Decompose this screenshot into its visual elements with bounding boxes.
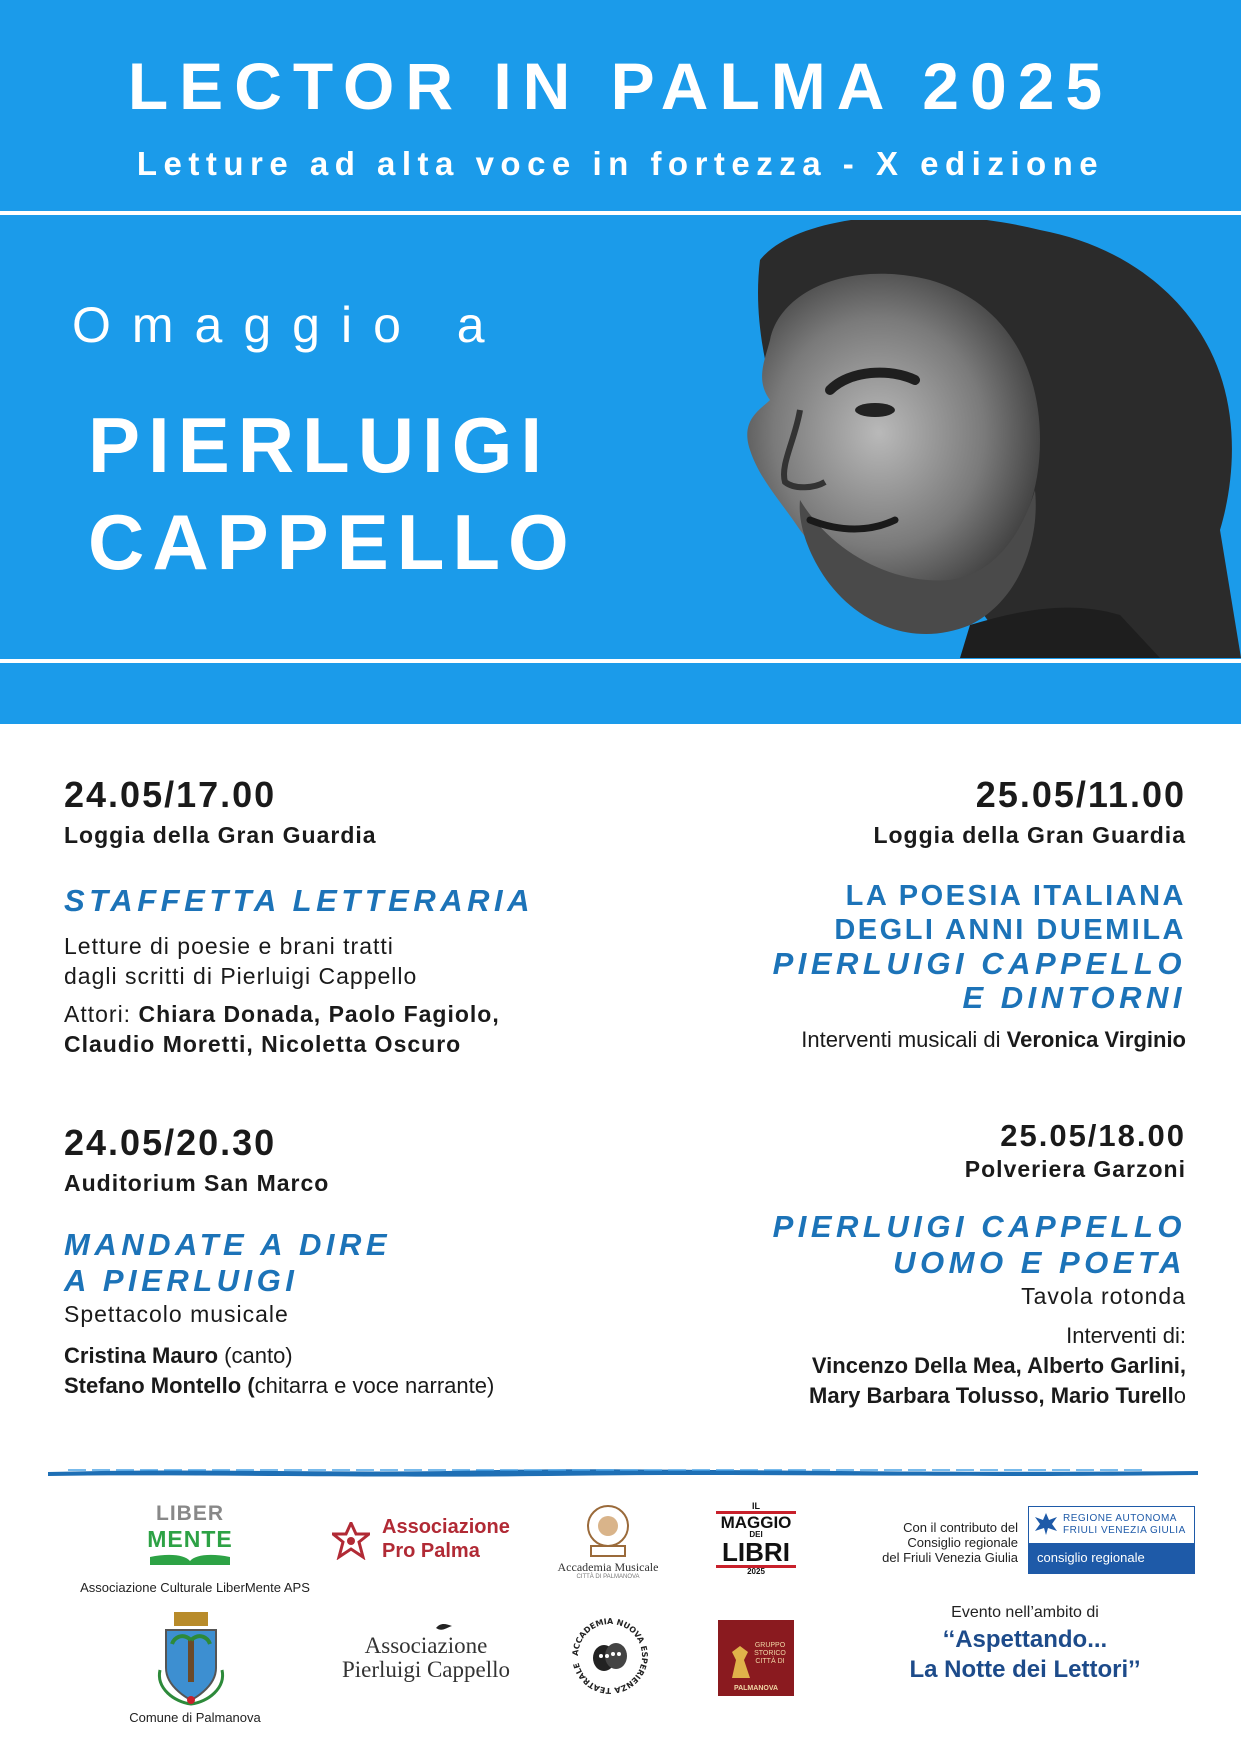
event-description: Tavola rotonda bbox=[1021, 1283, 1186, 1309]
event-3 bbox=[64, 1122, 624, 1401]
speakers-label: Interventi di: bbox=[1066, 1323, 1186, 1348]
event-venue: Loggia della Gran Guardia bbox=[873, 822, 1186, 848]
header-divider-top bbox=[0, 211, 1241, 215]
homage-label: Omaggio a bbox=[72, 297, 506, 353]
event-title-line: DEGLI ANNI DUEMILA bbox=[834, 914, 1186, 946]
event-title-line: E DINTORNI bbox=[962, 980, 1186, 1015]
actors-names: Claudio Moretti, Nicoletta Oscuro bbox=[64, 1031, 462, 1057]
pro-palma-logo: Associazione Pro Palma bbox=[332, 1516, 532, 1566]
performer-role: chitarra e voce narrante) bbox=[254, 1373, 495, 1398]
performer-name: Stefano Montello ( bbox=[64, 1373, 255, 1398]
accademia-musicale-logo: Accademia Musicale CITTÀ DI PALMANOVA bbox=[548, 1502, 668, 1582]
header-banner bbox=[0, 0, 1241, 724]
book-icon bbox=[140, 1553, 240, 1567]
contribution-note: Con il contributo del Consiglio regionale del Friuli Venezia Giulia bbox=[882, 1520, 1018, 1565]
palmanova-coat-of-arms bbox=[154, 1610, 228, 1706]
event-venue: Auditorium San Marco bbox=[64, 1170, 330, 1196]
speakers-names: Vincenzo Della Mea, Alberto Garlini, bbox=[811, 1353, 1186, 1378]
music-performer: Veronica Virginio bbox=[1006, 1027, 1186, 1052]
libermente-caption: Associazione Culturale LiberMente APS bbox=[80, 1580, 310, 1595]
associazione-pierluigi-cappello-logo: Associazione Pierluigi Cappello bbox=[336, 1634, 516, 1682]
event-description-line: dagli scritti di Pierluigi Cappello bbox=[64, 963, 418, 989]
eagle-icon bbox=[1033, 1511, 1059, 1537]
theatre-masks-icon bbox=[568, 1614, 652, 1698]
festival-title: LECTOR IN PALMA 2025 bbox=[127, 49, 1114, 123]
accademia-teatrale-logo bbox=[568, 1614, 652, 1698]
performer-role: (canto) bbox=[224, 1343, 293, 1368]
bird-icon bbox=[436, 1622, 452, 1632]
event-date: 24.05/20.30 bbox=[64, 1122, 277, 1163]
actors-label: Attori: bbox=[64, 1001, 132, 1027]
event-title-line: PIERLUIGI CAPPELLO bbox=[772, 946, 1186, 981]
maggio-dei-libri-logo: IL MAGGIO DEI LIBRI 2025 bbox=[716, 1502, 796, 1574]
svg-text:ACCADEMIA NUOVA ESPERIENZA TEA: ACCADEMIA NUOVA ESPERIENZA TEATRALE bbox=[570, 1616, 650, 1696]
libermente-logo: LIBER MENTE bbox=[140, 1502, 240, 1574]
lion-icon bbox=[581, 1502, 635, 1558]
brush-stroke-divider bbox=[48, 1464, 1198, 1480]
gruppo-storico-logo: GRUPPO STORICO CITTÀ DI PALMANOVA bbox=[718, 1620, 794, 1696]
event-date: 24.05/17.00 bbox=[64, 774, 277, 815]
event-2 bbox=[640, 774, 1186, 1055]
festival-subtitle: Letture ad alta voce in fortezza - X edizione bbox=[136, 145, 1105, 182]
event-venue: Loggia della Gran Guardia bbox=[64, 822, 377, 848]
honoree-last-name: CAPPELLO bbox=[88, 498, 577, 586]
music-label: Interventi musicali di bbox=[801, 1027, 1001, 1052]
star-fortress-icon bbox=[332, 1522, 370, 1560]
actors-names: Chiara Donada, Paolo Fagiolo, bbox=[138, 1001, 500, 1027]
event-title-line: UOMO E POETA bbox=[893, 1245, 1186, 1280]
comune-caption: Comune di Palmanova bbox=[129, 1710, 261, 1725]
event-title-line: A PIERLUIGI bbox=[64, 1263, 299, 1298]
honoree-first-name: PIERLUIGI bbox=[88, 401, 551, 489]
event-date: 25.05/18.00 bbox=[1000, 1118, 1186, 1153]
event-description: Spettacolo musicale bbox=[64, 1301, 289, 1327]
event-venue: Polveriera Garzoni bbox=[964, 1156, 1186, 1182]
event-date: 25.05/11.00 bbox=[975, 774, 1186, 815]
performer-name: Cristina Mauro bbox=[64, 1343, 219, 1368]
portrait-image bbox=[740, 220, 1241, 658]
event-4 bbox=[640, 1118, 1186, 1411]
speakers-names: Mary Barbara Tolusso, Mario Turell bbox=[809, 1383, 1174, 1408]
event-1 bbox=[64, 774, 624, 1059]
header-divider-bottom bbox=[0, 659, 1241, 663]
event-title: STAFFETTA LETTERARIA bbox=[64, 883, 534, 918]
event-title-line: PIERLUIGI CAPPELLO bbox=[772, 1209, 1186, 1244]
event-title-line: LA POESIA ITALIANA bbox=[845, 880, 1186, 912]
event-description-line: Letture di poesie e brani tratti bbox=[64, 933, 394, 959]
notte-dei-lettori-note: Evento nell’ambito di ‘‘Aspettando... La Notte dei Lettori’’ bbox=[909, 1604, 1141, 1683]
speakers-names-end: o bbox=[1173, 1383, 1186, 1408]
event-title-line: MANDATE A DIRE bbox=[64, 1227, 392, 1262]
coat-of-arms-icon bbox=[154, 1610, 228, 1706]
fvg-council-logo: REGIONE AUTONOMA FRIULI VENEZIA GIULIA consiglio regionale bbox=[1028, 1506, 1195, 1574]
